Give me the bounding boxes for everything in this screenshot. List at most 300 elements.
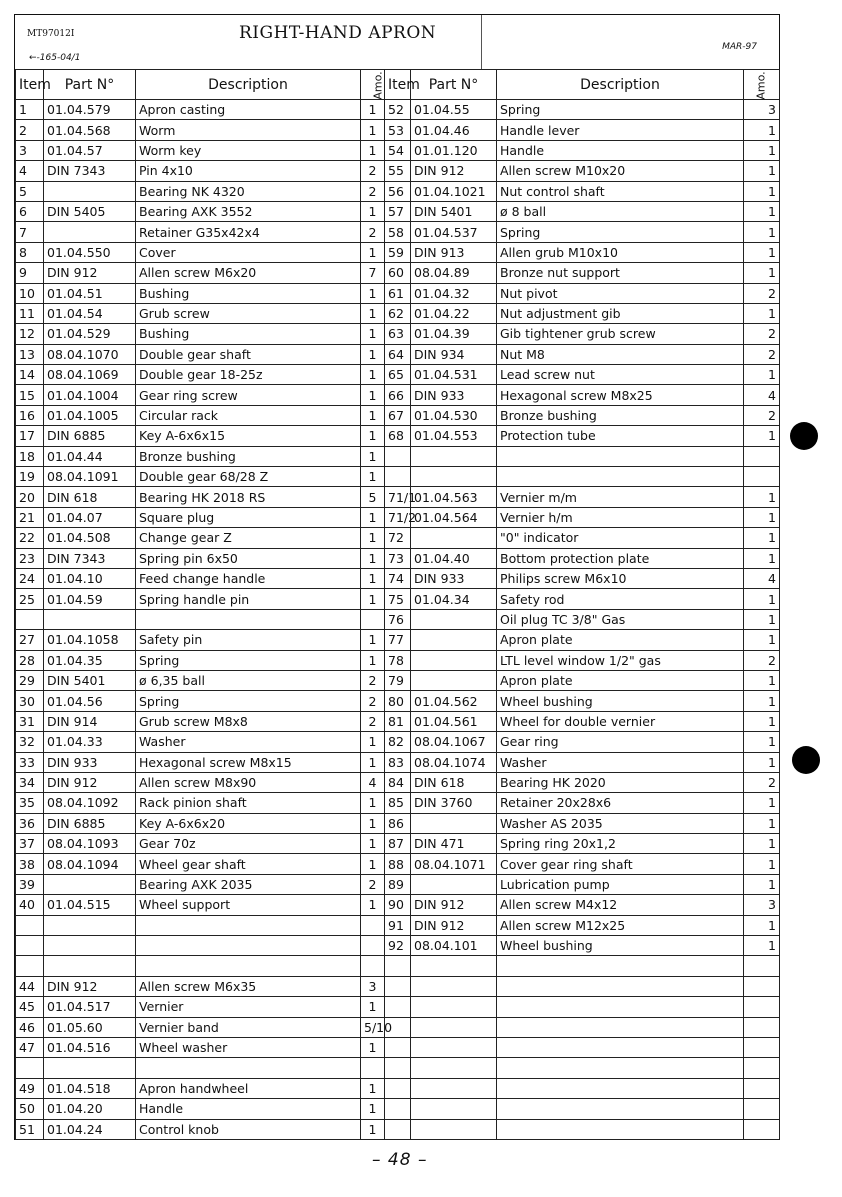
description-cell: Circular rack [136,405,361,425]
table-row [16,487,780,507]
description-cell [497,956,744,976]
description-cell: Bearing HK 2020 [497,772,744,792]
table-row [16,813,780,833]
amount-cell [744,1037,780,1057]
description-cell: Retainer 20x28x6 [497,793,744,813]
table-row [16,854,780,874]
item-number-cell: 2 [16,120,44,140]
table-row [16,263,780,283]
description-cell: Double gear shaft [136,344,361,364]
description-cell: Feed change handle [136,568,361,588]
description-cell: Allen screw M8x90 [136,772,361,792]
table-row [16,283,780,303]
part-number-cell: DIN 912 [411,161,497,181]
description-cell: Gear ring [497,732,744,752]
description-cell: Change gear Z [136,528,361,548]
amount-cell: 1 [361,467,385,487]
description-cell: Spring [497,222,744,242]
table-row [16,426,780,446]
part-number-cell [411,956,497,976]
col-amount: Amo. [361,70,385,100]
amount-cell: 5/10 [361,1017,385,1037]
amount-cell: 1 [361,752,385,772]
part-number-cell: 08.04.1094 [44,854,136,874]
part-number-cell: 01.04.55 [411,100,497,120]
item-number-cell: 45 [16,997,44,1017]
description-cell: Philips screw M6x10 [497,568,744,588]
part-number-cell: 01.04.56 [44,691,136,711]
part-number-cell: DIN 618 [44,487,136,507]
part-number-cell [44,222,136,242]
description-cell: Allen grub M10x10 [497,242,744,262]
description-cell: Allen screw M12x25 [497,915,744,935]
amount-cell [361,956,385,976]
part-number-cell: DIN 6885 [44,813,136,833]
description-cell: Bushing [136,283,361,303]
item-number-cell: 44 [16,976,44,996]
amount-cell: 2 [361,711,385,731]
description-cell: Wheel washer [136,1037,361,1057]
amount-cell [361,1058,385,1078]
description-cell: Double gear 18-25z [136,365,361,385]
table-row [16,140,780,160]
table-row [16,670,780,690]
description-cell: Handle lever [497,120,744,140]
page-number: – 48 – [372,1150,428,1170]
item-number-cell: 28 [16,650,44,670]
table-row [16,181,780,201]
col-item-right: Item [385,70,411,100]
binder-hole-marker [792,746,820,774]
part-number-cell: 01.04.24 [44,1119,136,1139]
amount-cell: 1 [744,834,780,854]
item-number-cell: 85 [385,793,411,813]
description-cell: Control knob [136,1119,361,1139]
amount-cell: 1 [744,242,780,262]
part-number-cell: 01.04.529 [44,324,136,344]
part-number-cell: 01.04.1058 [44,630,136,650]
item-number-cell: 78 [385,650,411,670]
description-cell: Bushing [136,324,361,344]
item-number-cell: 76 [385,609,411,629]
description-cell: Washer [136,732,361,752]
amount-cell: 3 [744,100,780,120]
part-number-cell: 01.04.32 [411,283,497,303]
description-cell: Apron handwheel [136,1078,361,1098]
amount-cell: 2 [744,283,780,303]
description-cell [497,976,744,996]
amount-cell [744,467,780,487]
description-cell: Handle [497,140,744,160]
item-number-cell [385,1119,411,1139]
sub-code: ←-165-04/1 [29,53,81,63]
item-number-cell: 25 [16,589,44,609]
amount-cell [744,1119,780,1139]
amount-cell: 1 [744,609,780,629]
part-number-cell [411,976,497,996]
amount-cell: 3 [744,895,780,915]
item-number-cell: 49 [16,1078,44,1098]
item-number-cell: 38 [16,854,44,874]
item-number-cell: 23 [16,548,44,568]
amount-cell [361,936,385,956]
description-cell: Vernier band [136,1017,361,1037]
description-cell: Hexagonal screw M8x15 [136,752,361,772]
amount-cell: 1 [744,303,780,323]
description-cell: Washer AS 2035 [497,813,744,833]
part-number-cell: 01.04.579 [44,100,136,120]
amount-cell [744,1078,780,1098]
part-number-cell [411,874,497,894]
table-row [16,650,780,670]
item-number-cell [385,1037,411,1057]
part-number-cell [411,630,497,650]
description-cell: Spring handle pin [136,589,361,609]
item-number-cell: 34 [16,772,44,792]
description-cell: Bearing AXK 2035 [136,874,361,894]
parts-list-sheet [14,14,780,1140]
item-number-cell: 68 [385,426,411,446]
amount-cell: 1 [361,528,385,548]
item-number-cell: 35 [16,793,44,813]
amount-cell: 1 [744,752,780,772]
amount-cell: 2 [744,324,780,344]
part-number-cell: 08.04.1092 [44,793,136,813]
description-cell: Vernier [136,997,361,1017]
item-number-cell: 65 [385,365,411,385]
description-cell: Spring [136,691,361,711]
description-cell: Spring ring 20x1,2 [497,834,744,854]
item-number-cell: 82 [385,732,411,752]
part-number-cell: 08.04.101 [411,936,497,956]
amount-cell: 1 [744,426,780,446]
part-number-cell: 01.04.35 [44,650,136,670]
table-row [16,711,780,731]
table-row [16,161,780,181]
description-cell [497,1058,744,1078]
item-number-cell: 39 [16,874,44,894]
part-number-cell: DIN 912 [411,895,497,915]
part-number-cell: DIN 933 [411,568,497,588]
item-number-cell: 9 [16,263,44,283]
amount-cell: 1 [361,834,385,854]
table-row [16,222,780,242]
item-number-cell: 53 [385,120,411,140]
item-number-cell: 54 [385,140,411,160]
amount-cell: 1 [744,365,780,385]
item-number-cell: 67 [385,405,411,425]
amount-cell: 1 [361,1119,385,1139]
item-number-cell: 74 [385,568,411,588]
item-number-cell: 63 [385,324,411,344]
amount-cell: 1 [361,997,385,1017]
amount-cell [744,956,780,976]
amount-cell: 7 [361,263,385,283]
item-number-cell: 46 [16,1017,44,1037]
table-row [16,752,780,772]
description-cell: Vernier m/m [497,487,744,507]
table-row [16,201,780,221]
part-number-cell [411,467,497,487]
description-cell: Allen screw M6x35 [136,976,361,996]
part-number-cell [44,609,136,629]
description-cell: ø 6,35 ball [136,670,361,690]
description-cell [136,915,361,935]
table-row [16,691,780,711]
item-number-cell: 22 [16,528,44,548]
description-cell: Wheel bushing [497,936,744,956]
part-number-cell: 01.04.44 [44,446,136,466]
part-number-cell [411,1037,497,1057]
amount-cell: 1 [361,120,385,140]
description-cell: Nut adjustment gib [497,303,744,323]
amount-cell: 1 [744,711,780,731]
item-number-cell: 86 [385,813,411,833]
item-number-cell: 47 [16,1037,44,1057]
col-amount-right: Amo. [744,70,780,100]
table-row [16,446,780,466]
table-row [16,609,780,629]
amount-cell: 2 [361,874,385,894]
item-number-cell: 18 [16,446,44,466]
item-number-cell: 1 [16,100,44,120]
item-number-cell: 80 [385,691,411,711]
amount-cell: 1 [361,854,385,874]
item-number-cell: 31 [16,711,44,731]
col-description: Description [136,70,361,100]
amount-cell: 2 [744,650,780,670]
amount-cell: 1 [744,915,780,935]
description-cell: Retainer G35x42x4 [136,222,361,242]
item-number-cell: 24 [16,568,44,588]
description-cell: Spring [497,100,744,120]
item-number-cell: 33 [16,752,44,772]
part-number-cell [411,1078,497,1098]
amount-cell: 1 [361,344,385,364]
part-number-cell: 01.04.10 [44,568,136,588]
part-number-cell [411,528,497,548]
description-cell: LTL level window 1/2" gas [497,650,744,670]
part-number-cell: 01.04.568 [44,120,136,140]
table-row [16,100,780,120]
table-body [16,100,780,1140]
col-description-right: Description [497,70,744,100]
item-number-cell: 60 [385,263,411,283]
description-cell: Wheel bushing [497,691,744,711]
item-number-cell: 83 [385,752,411,772]
part-number-cell: 08.04.1067 [411,732,497,752]
amount-cell: 1 [744,630,780,650]
part-number-cell [411,670,497,690]
description-cell: Protection tube [497,426,744,446]
item-number-cell [385,1058,411,1078]
description-cell: Safety rod [497,589,744,609]
item-number-cell: 10 [16,283,44,303]
table-row [16,303,780,323]
part-number-cell: 01.04.39 [411,324,497,344]
part-number-cell: DIN 912 [44,772,136,792]
part-number-cell [411,609,497,629]
item-number-cell: 6 [16,201,44,221]
description-cell [497,1119,744,1139]
part-number-cell: 01.04.20 [44,1099,136,1119]
item-number-cell: 30 [16,691,44,711]
part-number-cell: DIN 618 [411,772,497,792]
part-number-cell: DIN 913 [411,242,497,262]
description-cell: Square plug [136,507,361,527]
description-cell: Vernier h/m [497,507,744,527]
part-number-cell: DIN 933 [411,385,497,405]
part-number-cell [411,1017,497,1037]
amount-cell: 1 [361,1078,385,1098]
part-number-cell: 08.04.1074 [411,752,497,772]
amount-cell: 4 [744,568,780,588]
item-number-cell: 40 [16,895,44,915]
description-cell: Bearing NK 4320 [136,181,361,201]
table-row [16,568,780,588]
amount-cell: 1 [744,813,780,833]
amount-cell: 1 [744,161,780,181]
amount-cell: 1 [361,589,385,609]
description-cell: Cover gear ring shaft [497,854,744,874]
item-number-cell [385,976,411,996]
description-cell: Bronze bushing [136,446,361,466]
item-number-cell: 3 [16,140,44,160]
description-cell: Nut pivot [497,283,744,303]
part-number-cell: 01.04.1005 [44,405,136,425]
part-number-cell: 01.01.120 [411,140,497,160]
description-cell: Nut control shaft [497,181,744,201]
description-cell: Spring [136,650,361,670]
part-number-cell: 01.04.530 [411,405,497,425]
part-number-cell: DIN 912 [44,976,136,996]
header-divider [481,15,482,70]
item-number-cell: 92 [385,936,411,956]
item-number-cell: 27 [16,630,44,650]
description-cell [497,1099,744,1119]
amount-cell: 2 [361,181,385,201]
description-cell [136,956,361,976]
amount-cell: 1 [361,568,385,588]
description-cell: Washer [497,752,744,772]
part-number-cell: DIN 912 [44,263,136,283]
item-number-cell: 17 [16,426,44,446]
col-item: Item [16,70,44,100]
table-row [16,528,780,548]
description-cell: Wheel gear shaft [136,854,361,874]
amount-cell [744,1017,780,1037]
amount-cell: 1 [361,385,385,405]
amount-cell: 1 [361,732,385,752]
amount-cell: 1 [744,589,780,609]
part-number-cell: 08.04.1071 [411,854,497,874]
item-number-cell [16,936,44,956]
item-number-cell: 75 [385,589,411,609]
amount-cell: 3 [361,976,385,996]
amount-cell: 1 [744,670,780,690]
part-number-cell: DIN 914 [44,711,136,731]
amount-cell: 2 [744,405,780,425]
part-number-cell: DIN 7343 [44,548,136,568]
description-cell: Double gear 68/28 Z [136,467,361,487]
item-number-cell: 79 [385,670,411,690]
description-cell: Worm key [136,140,361,160]
amount-cell: 1 [361,324,385,344]
binder-hole-marker [790,422,818,450]
amount-cell: 1 [744,222,780,242]
description-cell: "0" indicator [497,528,744,548]
item-number-cell: 90 [385,895,411,915]
amount-cell: 1 [361,100,385,120]
description-cell [136,1058,361,1078]
part-number-cell: 01.04.553 [411,426,497,446]
item-number-cell: 29 [16,670,44,690]
table-row [16,1037,780,1057]
amount-cell: 1 [744,732,780,752]
part-number-cell: 01.04.537 [411,222,497,242]
description-cell: Bronze bushing [497,405,744,425]
part-number-cell: DIN 7343 [44,161,136,181]
part-number-cell [44,874,136,894]
amount-cell: 2 [744,344,780,364]
table-row [16,732,780,752]
table-row [16,1119,780,1139]
amount-cell: 1 [361,426,385,446]
amount-cell: 1 [361,283,385,303]
amount-cell: 1 [361,1037,385,1057]
table-row [16,242,780,262]
description-cell: Apron plate [497,670,744,690]
item-number-cell: 73 [385,548,411,568]
amount-cell: 1 [744,201,780,221]
table-row [16,915,780,935]
item-number-cell: 88 [385,854,411,874]
table-row [16,120,780,140]
description-cell: Allen screw M6x20 [136,263,361,283]
part-number-cell: DIN 5401 [44,670,136,690]
item-number-cell: 57 [385,201,411,221]
item-number-cell: 13 [16,344,44,364]
table-row [16,589,780,609]
table-row [16,895,780,915]
amount-cell: 1 [744,874,780,894]
part-number-cell: 01.04.561 [411,711,497,731]
description-cell: Bearing HK 2018 RS [136,487,361,507]
item-number-cell: 52 [385,100,411,120]
amount-cell: 1 [361,140,385,160]
table-row [16,1099,780,1119]
description-cell [497,1037,744,1057]
amount-cell [361,915,385,935]
col-part: Part N° [44,70,136,100]
description-cell: Gear ring screw [136,385,361,405]
part-number-cell: 01.04.34 [411,589,497,609]
amount-cell: 1 [744,793,780,813]
table-row [16,997,780,1017]
description-cell: Hexagonal screw M8x25 [497,385,744,405]
page-title: RIGHT-HAND APRON [239,23,437,43]
part-number-cell: 01.04.51 [44,283,136,303]
amount-cell: 2 [361,670,385,690]
table-row [16,834,780,854]
item-number-cell [385,467,411,487]
item-number-cell: 37 [16,834,44,854]
description-cell: Oil plug TC 3/8" Gas [497,609,744,629]
item-number-cell [16,956,44,976]
item-number-cell: 81 [385,711,411,731]
item-number-cell: 61 [385,283,411,303]
item-number-cell: 87 [385,834,411,854]
